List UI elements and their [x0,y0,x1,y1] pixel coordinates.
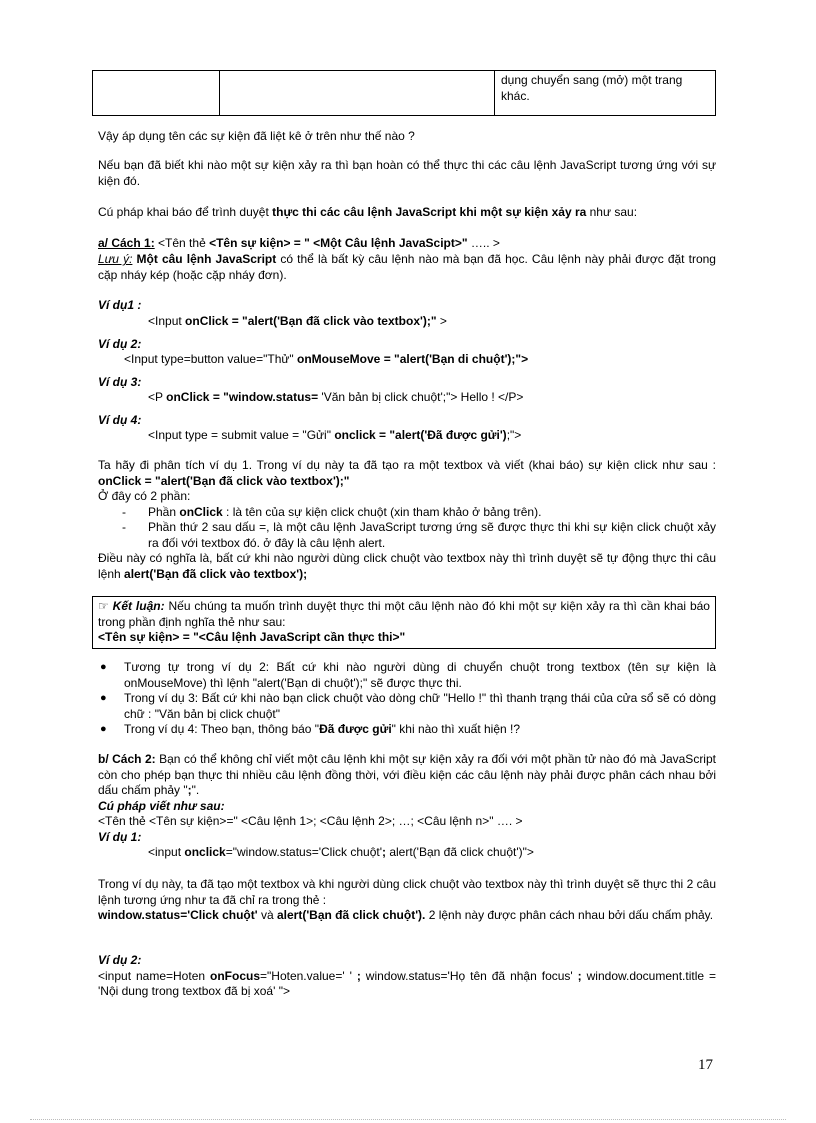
cach2-vd2-label: Ví dụ 2: [98,953,142,967]
table-cell-2 [220,71,495,116]
vd4-code: <Input type = submit value = "Gửi" onclick = "alert('Đã được gửi');"> [148,428,522,442]
cach2-syntax-label: Cú pháp viết như sau: [98,798,225,813]
vd2-label: Ví dụ 2: [98,337,142,351]
intro-paragraph-2: Cú pháp khai báo để trình duyệt thực thi các câu lệnh JavaScript khi một sự kiện xảy ra như sau: [98,205,638,219]
cach2-paragraph: b/ Cách 2: Bạn có thể không chỉ viết một câu lệnh khi một sự kiện xảy ra đối với một phần tử nào đó mà JavaScript còn cho phép bạn thực thi nhiều câu lệnh đồng thời, với điều kiện các câu lệnh này phải được phân cách nhau bởi dấu chấm phảy ";". [98,752,716,797]
list-item: ● Tương tự trong ví dụ 2: Bất cứ khi nào người dùng di chuyển chuột trong textbox (tên sự kiện là onMouseMove) thì lệnh "alert('Bạn di chuột');" sẽ được thực thi. [100,660,716,690]
conclusion-syntax: <Tên sự kiện> = "<Câu lệnh JavaScript cần thực thi>" [98,630,406,644]
analysis-paragraph-1: Ta hãy đi phân tích ví dụ 1. Trong ví dụ này ta đã tạo ra một textbox và viết (khai báo) sự kiện click như sau : onClick = "alert('Bạn đã click vào textbox');" [98,458,716,488]
vd2-code: <Input type=button value="Thử" onMouseMove = "alert('Bạn di chuột');"> [124,352,529,366]
list-item: - Phần thứ 2 sau dấu =, là một câu lệnh JavaScript tương ứng sẽ được thực thi khi sự kiện click chuột xảy ra đối với textbox đó. ở đây là câu lệnh alert. [122,520,716,550]
cach1-note: Lưu ý: Một câu lệnh JavaScript có thể là bất kỳ câu lệnh nào mà bạn đã học. Câu lệnh này phải được đặt trong cặp nháy kép (hoặc cặp nháy đơn). [98,252,716,282]
conclusion-box [92,596,716,649]
cach2-analysis [98,877,716,924]
cach1-syntax: a/ Cách 1: <Tên thẻ <Tên sự kiện> = " <Một Câu lệnh JavaScipt>" ….. > [98,236,500,250]
analysis-section [98,458,716,582]
example-bullets [98,660,716,738]
vd4-label: Ví dụ 4: [98,413,142,427]
vd3-code: <P onClick = "window.status= 'Văn bản bị click chuột';"> Hello ! </P> [148,390,524,404]
analysis-paragraph-3: Điều này có nghĩa là, bất cứ khi nào người dùng click chuột vào textbox này thì trình duyệt sẽ tự động thực thi câu lệnh alert('Bạn đã click vào textbox'); [98,551,716,581]
table-cell-3: dụng chuyển sang (mở) một trang khác. [495,71,716,116]
cach2-syntax: <Tên thẻ <Tên sự kiện>=" <Câu lệnh 1>; <Câu lệnh 2>; …; <Câu lệnh n>" …. > [98,814,523,828]
cach2-vd1-label: Ví dụ 1: [98,829,142,844]
list-item: ● Trong ví dụ 3: Bất cứ khi nào bạn click chuột vào dòng chữ "Hello !" thì thanh trạng thái của cửa sổ sẽ có dòng chữ : "Văn bản bị click chuột" [100,691,716,721]
analysis-list [98,505,716,552]
intro-question: Vậy áp dụng tên các sự kiện đã liệt kê ở trên như thế nào ? [98,129,415,143]
event-table-fragment [92,70,716,116]
cach2-vd2 [98,953,716,1000]
list-item: - Phần onClick : là tên của sự kiện click chuột (xin tham khảo ở bảng trên). [122,504,542,519]
cach2-vd1-code: <input onclick="window.status='Click chuột'; alert('Bạn đã click chuột')"> [148,845,534,859]
cach2-analysis-paragraph-2: window.status='Click chuột' và alert('Bạn đã click chuột'). 2 lệnh này được phân cách nhau bởi dấu chấm phảy. [98,908,714,922]
cach2-vd2-code: <input name=Hoten onFocus="Hoten.value=' ' ; window.status='Họ tên đã nhận focus' ; window.document.title = 'Nội dung trong textbox đã bị xoá' "> [98,968,717,998]
vd1-code: <Input onClick = "alert('Bạn đã click vào textbox');" > [148,314,447,328]
conclusion-text: ☞ Kết luận: Nếu chúng ta muốn trình duyệt thực thi một câu lệnh nào đó khi một sự kiện xảy ra thì cần khai báo trong phần định nghĩa thẻ như sau: [98,599,710,629]
footer-divider [30,1119,786,1120]
vd1-label: Ví dụ1 : [98,298,142,312]
table-cell-1 [93,71,220,116]
pointing-hand-icon: ☞ [98,599,109,613]
page-number: 17 [698,1057,713,1073]
cach2-analysis-paragraph-1: Trong ví dụ này, ta đã tạo một textbox và khi người dùng click chuột vào textbox này thì trình duyệt sẽ thực thi 2 câu lệnh tương ứng như ta đã chỉ ra trong thẻ : [98,877,716,907]
analysis-paragraph-2: Ở đây có 2 phần: [98,489,191,503]
cach2-section [98,752,716,861]
intro-paragraph-1: Nếu bạn đã biết khi nào một sự kiện xảy ra thì bạn hoàn có thể thực thi các câu lệnh JavaScript tương ứng với sự kiện đó. [98,158,716,188]
list-item: ● Trong ví dụ 4: Theo bạn, thông báo "Đã được gửi" khi nào thì xuất hiện !? [100,722,521,736]
vd3-label: Ví dụ 3: [98,375,142,389]
